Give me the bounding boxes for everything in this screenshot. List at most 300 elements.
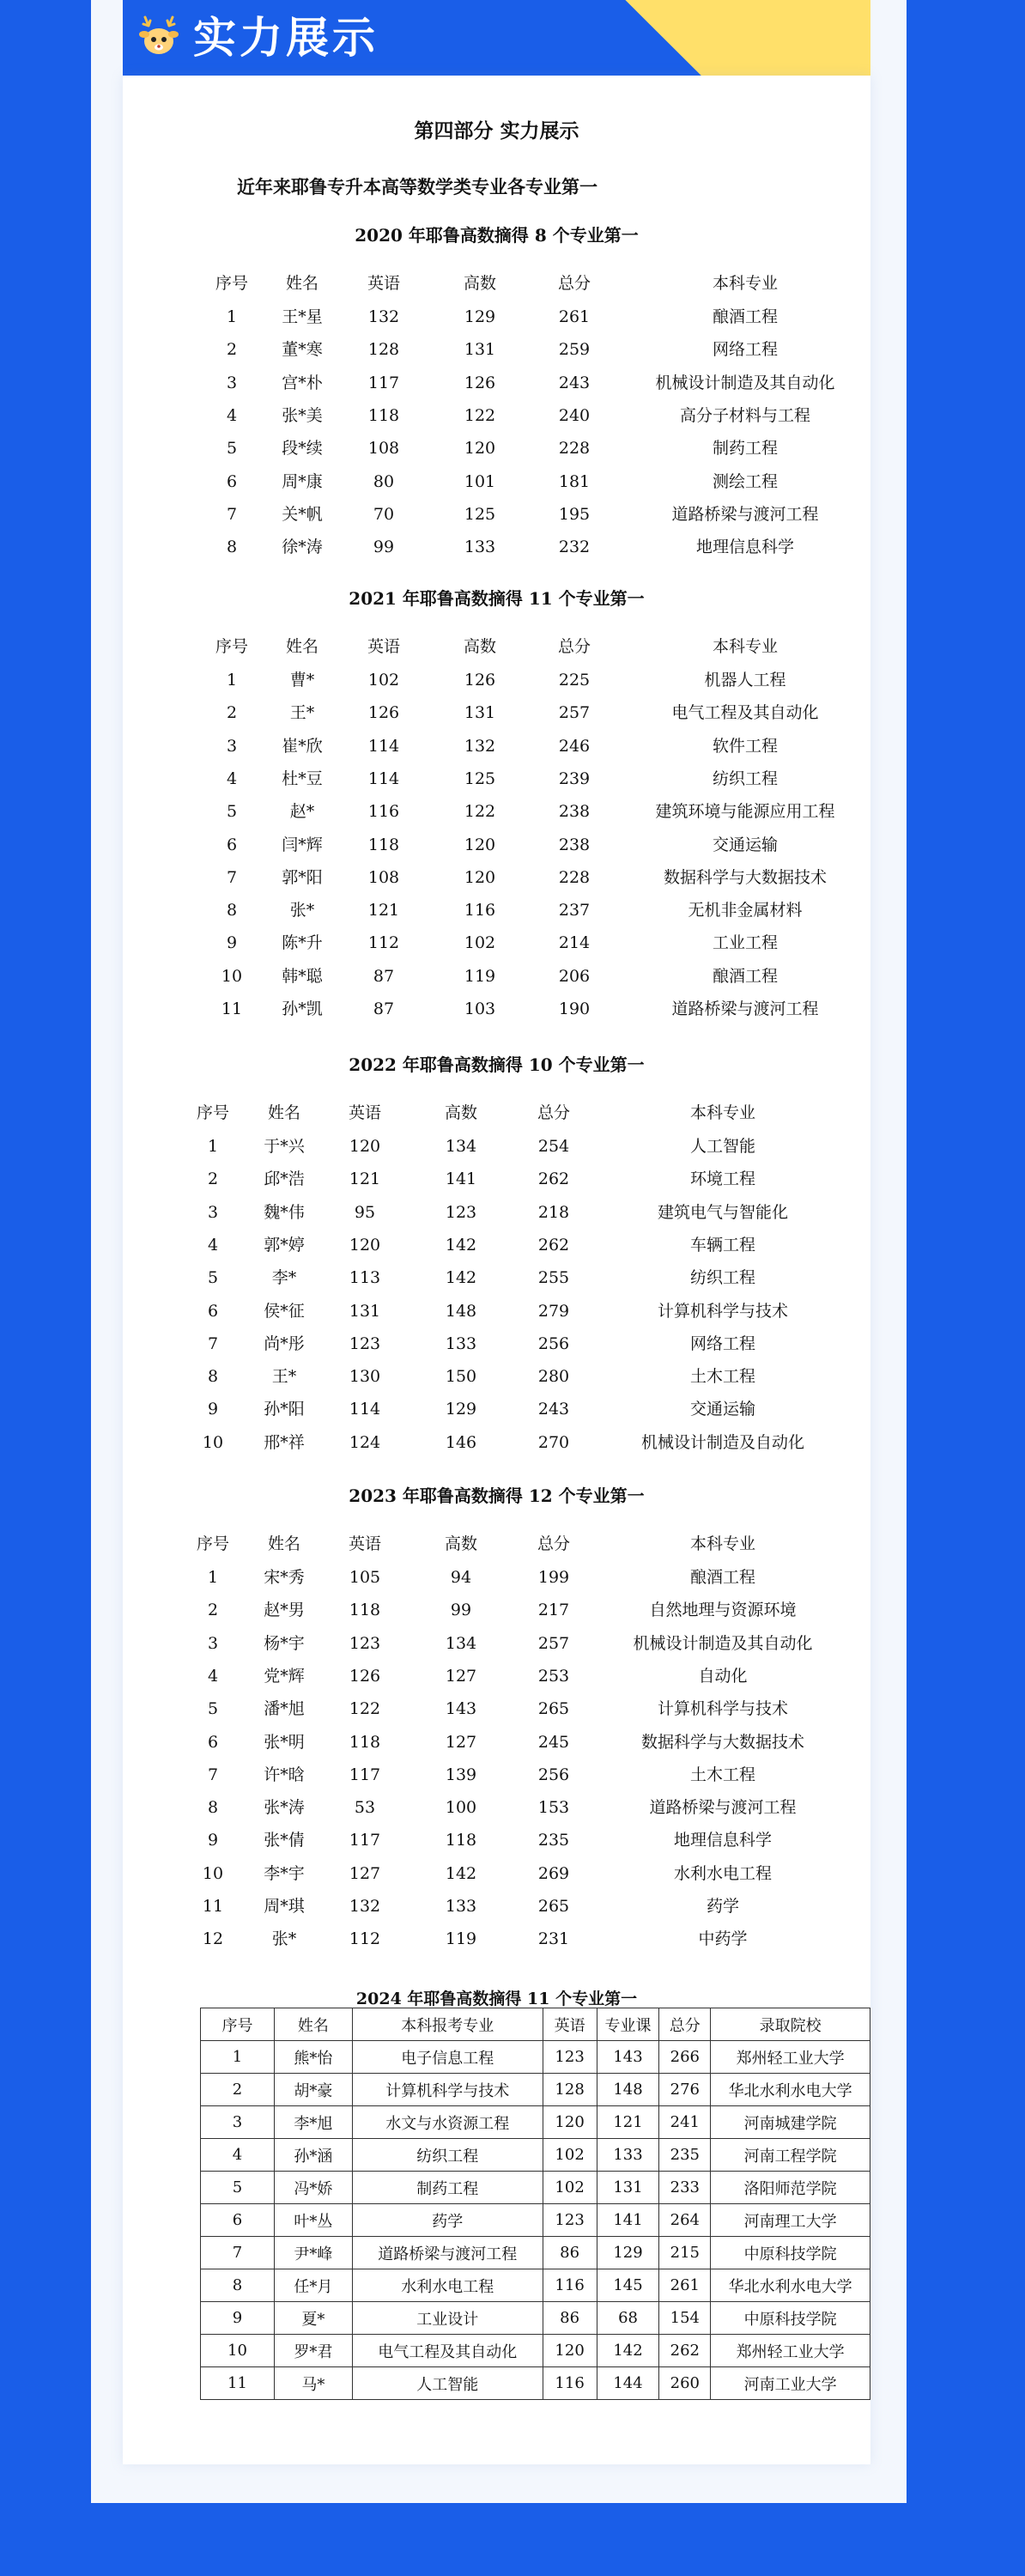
table-row <box>123 1759 870 1791</box>
cell-major-course: 133 <box>597 2139 659 2172</box>
cell-math: 116 <box>464 901 496 920</box>
cell-major: 道路桥梁与渡河工程 <box>671 504 819 524</box>
table-2024 <box>200 2008 870 2400</box>
cell-major: 制药工程 <box>712 439 778 459</box>
column-header-math: 高数 <box>463 637 496 656</box>
cell-math: 120 <box>464 867 496 887</box>
cell-index: 3 <box>201 2106 275 2139</box>
table-row <box>123 894 870 927</box>
cell-total: 243 <box>558 373 591 392</box>
cell-total: 261 <box>558 307 591 326</box>
cell-math: 100 <box>445 1798 477 1818</box>
cell-major: 纺织工程 <box>712 769 778 788</box>
cell-name: 邱*浩 <box>264 1170 305 1189</box>
cell-name: 郭*阳 <box>282 867 323 887</box>
cell-math: 126 <box>464 671 496 690</box>
cell-total: 245 <box>537 1732 570 1752</box>
table-row <box>123 465 870 498</box>
cell-total: 256 <box>537 1334 570 1353</box>
page <box>91 0 907 2503</box>
cell-index: 11 <box>202 1897 224 1916</box>
cell-math: 129 <box>464 307 496 326</box>
cell-english: 87 <box>373 999 395 1018</box>
cell-index: 3 <box>207 1202 219 1222</box>
cell-major: 水利水电工程 <box>673 1863 772 1883</box>
cell-total: 261 <box>659 2269 711 2302</box>
table-row <box>123 1196 870 1229</box>
table-row <box>201 2367 870 2400</box>
cell-major: 地理信息科学 <box>673 1831 772 1850</box>
cell-index: 1 <box>226 671 238 690</box>
cell-name: 段*续 <box>282 439 323 459</box>
column-header-applied-major: 本科报考专业 <box>352 2008 543 2041</box>
cell-math: 125 <box>464 769 496 788</box>
column-header-major: 本科专业 <box>712 274 778 293</box>
cell-index: 6 <box>207 1732 219 1752</box>
cell-major: 建筑电气与智能化 <box>657 1202 788 1222</box>
column-header-index: 序号 <box>196 1103 229 1122</box>
cell-name: 冯*娇 <box>274 2172 352 2204</box>
table-row <box>201 2269 870 2302</box>
table-row <box>123 498 870 531</box>
cell-english: 126 <box>349 1666 381 1686</box>
column-header-math: 高数 <box>463 274 496 293</box>
column-header-major-course: 专业课 <box>597 2008 659 2041</box>
table-row <box>123 1561 870 1594</box>
cell-math: 120 <box>464 835 496 854</box>
deer-mascot-icon <box>135 14 183 58</box>
table-header-row <box>123 1097 870 1129</box>
cell-name: 王* <box>289 703 315 723</box>
cell-major: 土木工程 <box>689 1765 755 1784</box>
cell-major: 网络工程 <box>689 1334 755 1353</box>
cell-math: 131 <box>464 703 496 723</box>
cell-major: 道路桥梁与渡河工程 <box>649 1798 797 1818</box>
table-row <box>123 1857 870 1890</box>
cell-name: 邢*祥 <box>264 1432 305 1452</box>
cell-total: 264 <box>659 2204 711 2237</box>
cell-english: 95 <box>354 1202 376 1222</box>
cell-english: 130 <box>349 1367 381 1387</box>
cell-name: 尹*峰 <box>274 2237 352 2269</box>
cell-english: 118 <box>349 1732 381 1752</box>
cell-math: 141 <box>445 1170 477 1189</box>
cell-name: 周*琪 <box>264 1897 305 1916</box>
cell-index: 9 <box>226 933 238 953</box>
cell-major: 地理信息科学 <box>695 538 794 557</box>
column-header-english: 英语 <box>348 1534 381 1553</box>
cell-total: 270 <box>537 1432 570 1452</box>
cell-index: 7 <box>226 504 238 524</box>
table-row <box>123 960 870 993</box>
cell-math: 148 <box>445 1301 477 1321</box>
cell-name: 孙*涵 <box>274 2139 352 2172</box>
cell-name: 赵*男 <box>264 1601 305 1620</box>
cell-total: 269 <box>537 1863 570 1883</box>
cell-index: 7 <box>201 2237 275 2269</box>
cell-total: 225 <box>558 671 591 690</box>
cell-math: 133 <box>445 1334 477 1353</box>
cell-index: 8 <box>226 901 238 920</box>
cell-index: 5 <box>226 802 238 822</box>
column-header-total: 总分 <box>537 1103 570 1122</box>
cell-major: 酿酒工程 <box>712 307 778 326</box>
table-row <box>123 829 870 861</box>
cell-english: 108 <box>367 439 400 459</box>
cell-major: 无机非金属材料 <box>688 901 803 920</box>
cell-total: 265 <box>537 1897 570 1916</box>
table-row <box>123 1360 870 1393</box>
cell-index: 8 <box>207 1798 219 1818</box>
cell-name: 杜*豆 <box>282 769 323 788</box>
cell-total: 235 <box>659 2139 711 2172</box>
cell-english: 128 <box>543 2074 597 2106</box>
cell-math: 150 <box>445 1367 477 1387</box>
table-row <box>123 333 870 366</box>
cell-total: 243 <box>537 1400 570 1419</box>
cell-name: 孙*凯 <box>282 999 323 1018</box>
table-row <box>123 1627 870 1660</box>
table-row <box>123 1426 870 1459</box>
cell-name: 张*倩 <box>264 1831 305 1850</box>
table-header-row <box>201 2008 870 2041</box>
cell-major: 数据科学与大数据技术 <box>663 867 827 887</box>
table-row <box>123 1594 870 1626</box>
cell-name: 侯*征 <box>264 1301 305 1321</box>
cell-applied-major: 电气工程及其自动化 <box>352 2335 543 2367</box>
cell-admitted-school: 郑州轻工业大学 <box>711 2335 870 2367</box>
column-header-name: 姓名 <box>285 637 318 656</box>
cell-english: 118 <box>349 1601 381 1620</box>
cell-index: 9 <box>207 1831 219 1850</box>
table-row <box>201 2139 870 2172</box>
cell-total: 214 <box>558 933 591 953</box>
cell-total: 228 <box>558 867 591 887</box>
cell-math: 101 <box>464 471 496 491</box>
cell-name: 韩*聪 <box>282 966 323 986</box>
cell-index: 2 <box>207 1601 219 1620</box>
cell-english: 102 <box>367 671 400 690</box>
cell-total: 276 <box>659 2074 711 2106</box>
column-header-admitted-school: 录取院校 <box>711 2008 870 2041</box>
cell-math: 122 <box>464 802 496 822</box>
cell-math: 99 <box>450 1601 472 1620</box>
cell-major: 交通运输 <box>712 835 778 854</box>
cell-english: 123 <box>543 2041 597 2074</box>
cell-math: 127 <box>445 1666 477 1686</box>
cell-name: 尚*彤 <box>264 1334 305 1353</box>
cell-total: 280 <box>537 1367 570 1387</box>
column-header-index: 序号 <box>196 1534 229 1553</box>
table-row <box>201 2335 870 2367</box>
table-row <box>201 2106 870 2139</box>
cell-index: 9 <box>207 1400 219 1419</box>
cell-english: 102 <box>543 2139 597 2172</box>
column-header-major: 本科专业 <box>689 1103 755 1122</box>
table-row <box>123 1327 870 1360</box>
cell-major: 车辆工程 <box>689 1235 755 1255</box>
cell-math: 122 <box>464 405 496 425</box>
cell-total: 206 <box>558 966 591 986</box>
column-header-total: 总分 <box>659 2008 711 2041</box>
cell-index: 7 <box>207 1334 219 1353</box>
table-row <box>123 1692 870 1725</box>
cell-total: 218 <box>537 1202 570 1222</box>
cell-admitted-school: 洛阳师范学院 <box>711 2172 870 2204</box>
cell-name: 王* <box>271 1367 297 1387</box>
cell-major-course: 142 <box>597 2335 659 2367</box>
cell-name: 党*辉 <box>264 1666 305 1686</box>
column-header-english: 英语 <box>543 2008 597 2041</box>
cell-english: 116 <box>543 2269 597 2302</box>
column-header-major: 本科专业 <box>689 1534 755 1553</box>
cell-name: 宫*朴 <box>282 373 323 392</box>
cell-english: 132 <box>349 1897 381 1916</box>
cell-major: 机械设计制造及自动化 <box>640 1432 804 1452</box>
page-title: 第四部分 实力展示 <box>414 119 579 143</box>
cell-english: 122 <box>349 1699 381 1719</box>
cell-name: 张*明 <box>264 1732 305 1752</box>
cell-applied-major: 道路桥梁与渡河工程 <box>352 2237 543 2269</box>
cell-name: 赵* <box>289 802 315 822</box>
cell-index: 8 <box>226 538 238 557</box>
cell-admitted-school: 华北水利水电大学 <box>711 2074 870 2106</box>
cell-math: 142 <box>445 1863 477 1883</box>
cell-english: 131 <box>349 1301 381 1321</box>
table-row <box>201 2074 870 2106</box>
cell-applied-major: 制药工程 <box>352 2172 543 2204</box>
cell-math: 118 <box>445 1831 477 1850</box>
cell-name: 周*康 <box>282 471 323 491</box>
column-header-math: 高数 <box>444 1534 477 1553</box>
cell-name: 叶*丛 <box>274 2204 352 2237</box>
cell-major: 测绘工程 <box>712 471 778 491</box>
cell-index: 6 <box>207 1301 219 1321</box>
cell-total: 215 <box>659 2237 711 2269</box>
cell-english: 53 <box>354 1798 376 1818</box>
cell-total: 235 <box>537 1831 570 1850</box>
cell-major: 工业工程 <box>712 933 778 953</box>
column-header-name: 姓名 <box>274 2008 352 2041</box>
cell-math: 133 <box>445 1897 477 1916</box>
cell-name: 徐*涛 <box>282 538 323 557</box>
cell-total: 262 <box>659 2335 711 2367</box>
cell-total: 255 <box>537 1268 570 1288</box>
cell-total: 241 <box>659 2106 711 2139</box>
cell-math: 94 <box>450 1568 472 1587</box>
cell-index: 2 <box>207 1170 219 1189</box>
cell-index: 1 <box>207 1137 219 1156</box>
cell-english: 102 <box>543 2172 597 2204</box>
cell-name: 曹* <box>289 671 315 690</box>
cell-major: 纺织工程 <box>689 1268 755 1288</box>
table-row <box>123 301 870 333</box>
cell-index: 7 <box>207 1765 219 1784</box>
cell-index: 5 <box>207 1699 219 1719</box>
column-header-english: 英语 <box>367 274 400 293</box>
cell-name: 张*涛 <box>264 1798 305 1818</box>
cell-major-course: 141 <box>597 2204 659 2237</box>
table-row <box>123 664 870 696</box>
cell-major-course: 143 <box>597 2041 659 2074</box>
cell-english: 70 <box>373 504 395 524</box>
table-row <box>201 2204 870 2237</box>
table-row <box>123 1890 870 1923</box>
cell-total: 232 <box>558 538 591 557</box>
cell-english: 123 <box>349 1334 381 1353</box>
cell-index: 10 <box>201 2335 275 2367</box>
cell-major: 电气工程及其自动化 <box>671 703 819 723</box>
cell-total: 265 <box>537 1699 570 1719</box>
cell-english: 127 <box>349 1863 381 1883</box>
cell-english: 117 <box>367 373 400 392</box>
cell-name: 董*寒 <box>282 340 323 360</box>
cell-total: 199 <box>537 1568 570 1587</box>
column-header-total: 总分 <box>557 274 591 293</box>
cell-math: 143 <box>445 1699 477 1719</box>
cell-english: 117 <box>349 1831 381 1850</box>
cell-total: 239 <box>558 769 591 788</box>
cell-major: 数据科学与大数据技术 <box>640 1732 804 1752</box>
cell-english: 120 <box>543 2335 597 2367</box>
cell-english: 99 <box>373 538 395 557</box>
cell-math: 134 <box>445 1633 477 1653</box>
cell-math: 119 <box>464 966 496 986</box>
column-header-english: 英语 <box>367 637 400 656</box>
cell-index: 1 <box>207 1568 219 1587</box>
cell-applied-major: 计算机科学与技术 <box>352 2074 543 2106</box>
cell-index: 4 <box>201 2139 275 2172</box>
cell-index: 1 <box>226 307 238 326</box>
cell-index: 10 <box>202 1863 224 1883</box>
cell-english: 112 <box>367 933 400 953</box>
table-row <box>123 993 870 1025</box>
cell-total: 253 <box>537 1666 570 1686</box>
cell-math: 142 <box>445 1268 477 1288</box>
section-title-2024: 2024 年耶鲁高数摘得 11 个专业第一 <box>355 1990 638 2008</box>
cell-english: 121 <box>367 901 400 920</box>
cell-major: 机械设计制造及其自动化 <box>655 373 835 392</box>
cell-total: 231 <box>537 1929 570 1949</box>
cell-english: 116 <box>543 2367 597 2400</box>
cell-english: 114 <box>349 1400 381 1419</box>
table-row <box>123 730 870 762</box>
cell-index: 5 <box>207 1268 219 1288</box>
table-row <box>123 762 870 795</box>
cell-english: 116 <box>367 802 400 822</box>
cell-total: 256 <box>537 1765 570 1784</box>
cell-name: 许*晗 <box>264 1765 305 1784</box>
table-row <box>201 2172 870 2204</box>
section-title-2023: 2023 年耶鲁高数摘得 12 个专业第一 <box>349 1485 645 1506</box>
cell-total: 246 <box>558 736 591 756</box>
cell-major-course: 131 <box>597 2172 659 2204</box>
cell-major-course: 148 <box>597 2074 659 2106</box>
cell-total: 254 <box>537 1137 570 1156</box>
cell-english: 121 <box>349 1170 381 1189</box>
cell-name: 李* <box>271 1268 297 1288</box>
cell-english: 113 <box>349 1268 381 1288</box>
cell-total: 217 <box>537 1601 570 1620</box>
cell-index: 10 <box>202 1432 224 1452</box>
cell-name: 马* <box>274 2367 352 2400</box>
section-title-2021: 2021 年耶鲁高数摘得 11 个专业第一 <box>349 588 645 609</box>
cell-major-course: 129 <box>597 2237 659 2269</box>
cell-math: 132 <box>464 736 496 756</box>
cell-major-course: 145 <box>597 2269 659 2302</box>
content-card <box>123 76 870 2464</box>
cell-math: 120 <box>464 439 496 459</box>
column-header-math: 高数 <box>444 1103 477 1122</box>
cell-math: 102 <box>464 933 496 953</box>
cell-major: 机器人工程 <box>704 671 786 690</box>
cell-name: 罗*君 <box>274 2335 352 2367</box>
cell-index: 4 <box>226 769 238 788</box>
cell-english: 118 <box>367 835 400 854</box>
cell-name: 熊*怡 <box>274 2041 352 2074</box>
cell-english: 86 <box>543 2302 597 2335</box>
table-row <box>201 2302 870 2335</box>
cell-english: 126 <box>367 703 400 723</box>
cell-english: 105 <box>349 1568 381 1587</box>
cell-total: 237 <box>558 901 591 920</box>
cell-applied-major: 水文与水资源工程 <box>352 2106 543 2139</box>
cell-total: 233 <box>659 2172 711 2204</box>
cell-major: 自动化 <box>698 1666 748 1686</box>
cell-major: 药学 <box>706 1897 739 1916</box>
section-title-2020: 2020 年耶鲁高数摘得 8 个专业第一 <box>355 225 639 246</box>
cell-math: 131 <box>464 340 496 360</box>
cell-total: 240 <box>558 405 591 425</box>
cell-math: 146 <box>445 1432 477 1452</box>
cell-english: 80 <box>373 471 395 491</box>
cell-name: 张*美 <box>282 405 323 425</box>
cell-major: 环境工程 <box>689 1170 755 1189</box>
cell-english: 128 <box>367 340 400 360</box>
cell-index: 6 <box>201 2204 275 2237</box>
cell-applied-major: 电子信息工程 <box>352 2041 543 2074</box>
cell-total: 266 <box>659 2041 711 2074</box>
cell-index: 3 <box>226 736 238 756</box>
cell-name: 关*帆 <box>282 504 323 524</box>
cell-index: 6 <box>226 835 238 854</box>
table-row <box>123 1660 870 1692</box>
cell-total: 190 <box>558 999 591 1018</box>
cell-total: 153 <box>537 1798 570 1818</box>
cell-index: 12 <box>202 1929 224 1949</box>
cell-index: 4 <box>207 1666 219 1686</box>
cell-major: 酿酒工程 <box>712 966 778 986</box>
cell-english: 120 <box>349 1137 381 1156</box>
table-row <box>123 795 870 828</box>
table-row <box>123 861 870 894</box>
cell-english: 120 <box>349 1235 381 1255</box>
cell-total: 260 <box>659 2367 711 2400</box>
cell-index: 10 <box>221 966 243 986</box>
cell-admitted-school: 河南理工大学 <box>711 2204 870 2237</box>
section-title-2022: 2022 年耶鲁高数摘得 10 个专业第一 <box>349 1054 645 1075</box>
column-header-english: 英语 <box>348 1103 381 1122</box>
cell-total: 279 <box>537 1301 570 1321</box>
cell-index: 3 <box>226 373 238 392</box>
table-row <box>123 399 870 432</box>
cell-math: 134 <box>445 1137 477 1156</box>
cell-major: 网络工程 <box>712 340 778 360</box>
cell-english: 120 <box>543 2106 597 2139</box>
cell-index: 6 <box>226 471 238 491</box>
cell-index: 2 <box>226 340 238 360</box>
cell-index: 2 <box>201 2074 275 2106</box>
